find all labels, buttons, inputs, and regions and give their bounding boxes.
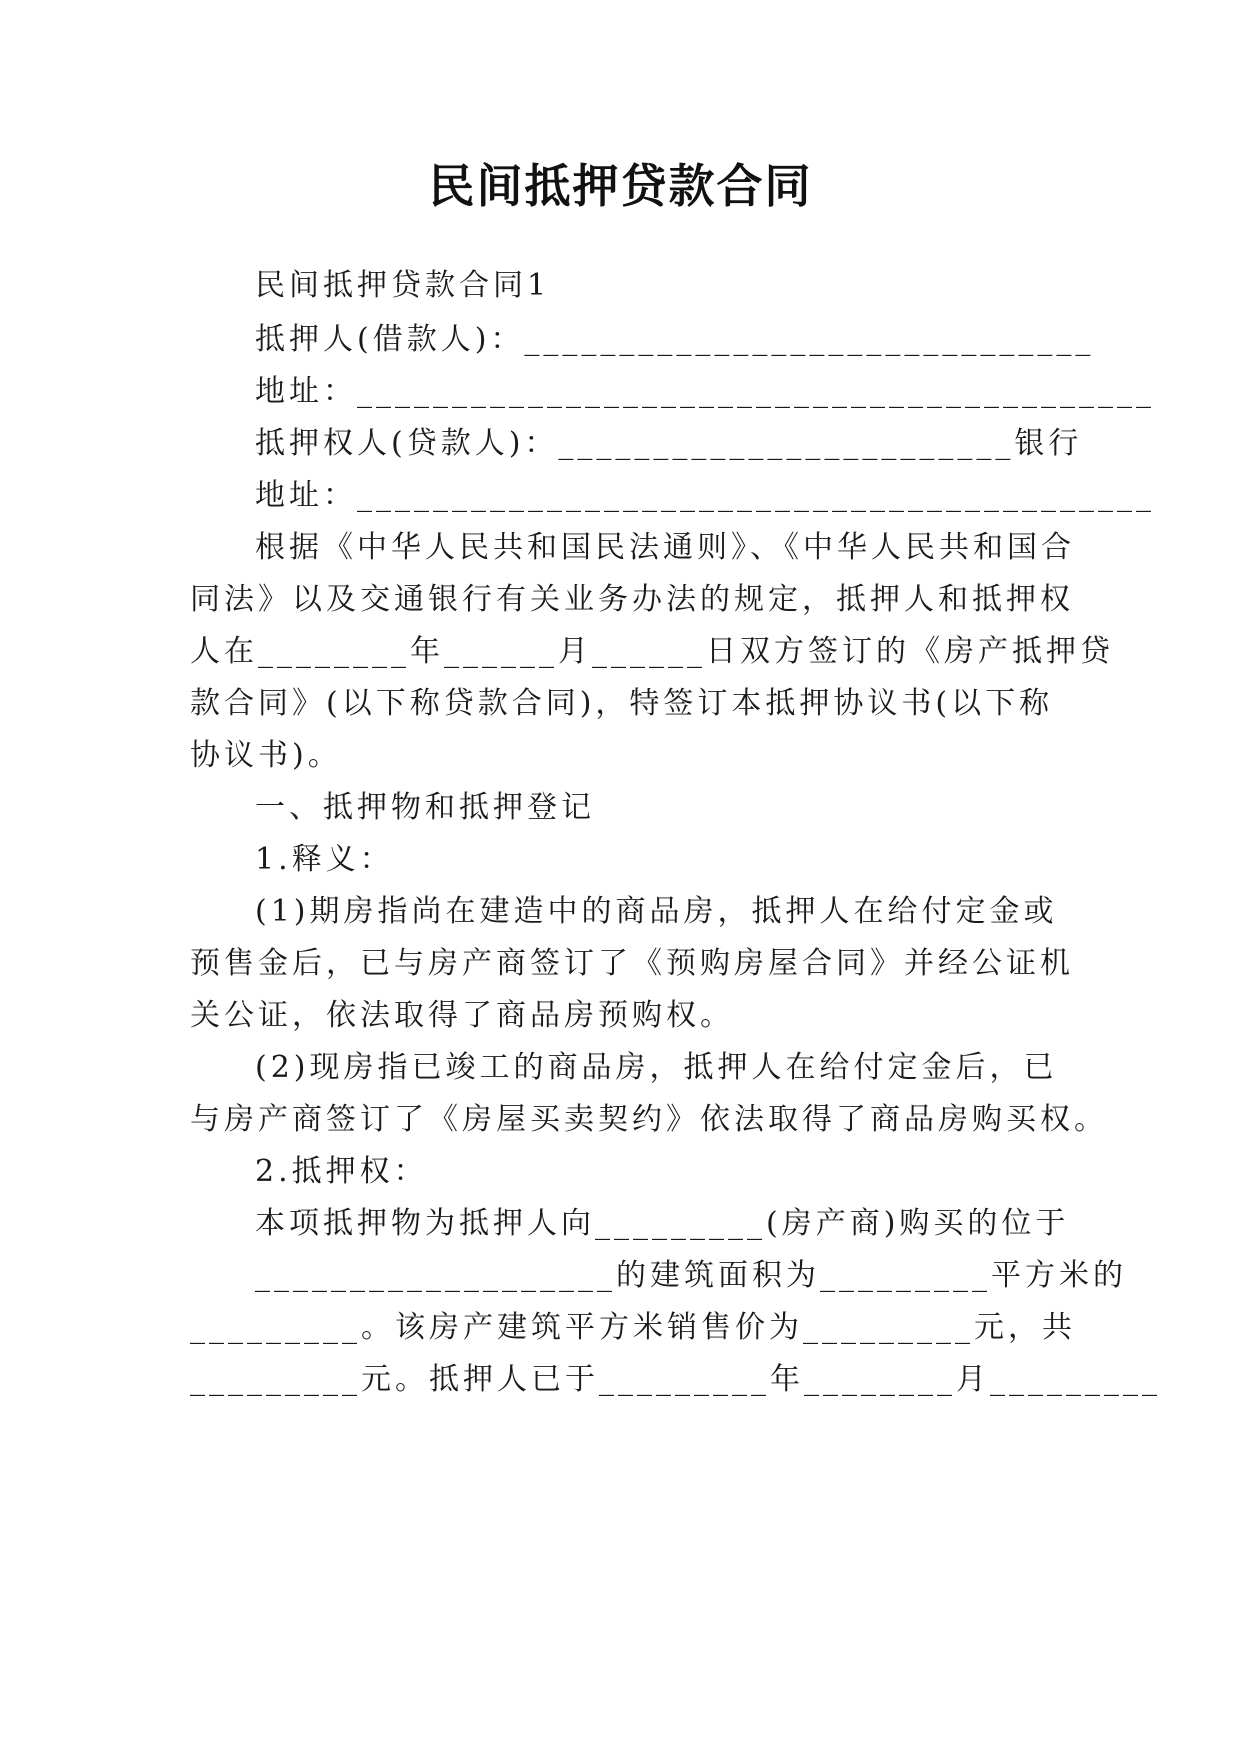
section-heading: 一、抵押物和抵押登记: [255, 790, 595, 825]
mortgagee-field: 抵押权人(贷款人)：________________________银行: [255, 426, 1083, 461]
mortgagor-address-field: 地址：__________________________________________: [255, 374, 1155, 409]
body-line: ___________________的建筑面积为_________平方米的: [255, 1258, 1127, 1293]
body-line: 根据《中华人民共和国民法通则》、《中华人民共和国合: [255, 530, 1075, 565]
mortgagee-address-field: 地址：__________________________________________: [255, 478, 1155, 513]
document-title: 民间抵押贷款合同: [428, 159, 813, 213]
clause-heading: 1.释义：: [255, 842, 394, 877]
mortgagor-field: 抵押人(借款人)：______________________________: [255, 322, 1095, 357]
body-line: (2)现房指已竣工的商品房，抵押人在给付定金后，已: [255, 1050, 1058, 1085]
body-line: 关公证，依法取得了商品房预购权。: [190, 998, 734, 1033]
body-line: 同法》以及交通银行有关业务办法的规定，抵押人和抵押权: [190, 582, 1074, 617]
body-line: 人在________年______月______日双方签订的《房产抵押贷: [190, 634, 1114, 669]
body-line: (1)期房指尚在建造中的商品房，抵押人在给付定金或: [255, 894, 1058, 929]
body-line: 本项抵押物为抵押人向_________(房产商)购买的位于: [255, 1206, 1070, 1241]
contract-subtitle: 民间抵押贷款合同1: [255, 268, 551, 303]
body-line: _________。该房产建筑平方米销售价为_________元，共: [190, 1310, 1076, 1345]
body-line: 款合同》(以下称贷款合同)，特签订本抵押协议书(以下称: [190, 686, 1054, 721]
clause-heading: 2.抵押权：: [255, 1154, 428, 1189]
body-line: 预售金后，已与房产商签订了《预购房屋合同》并经公证机: [190, 946, 1074, 981]
body-line: 与房产商签订了《房屋买卖契约》依法取得了商品房购买权。: [190, 1102, 1108, 1137]
body-line: _________元。抵押人已于_________年________月_________: [190, 1362, 1161, 1397]
body-line: 协议书)。: [190, 738, 342, 773]
